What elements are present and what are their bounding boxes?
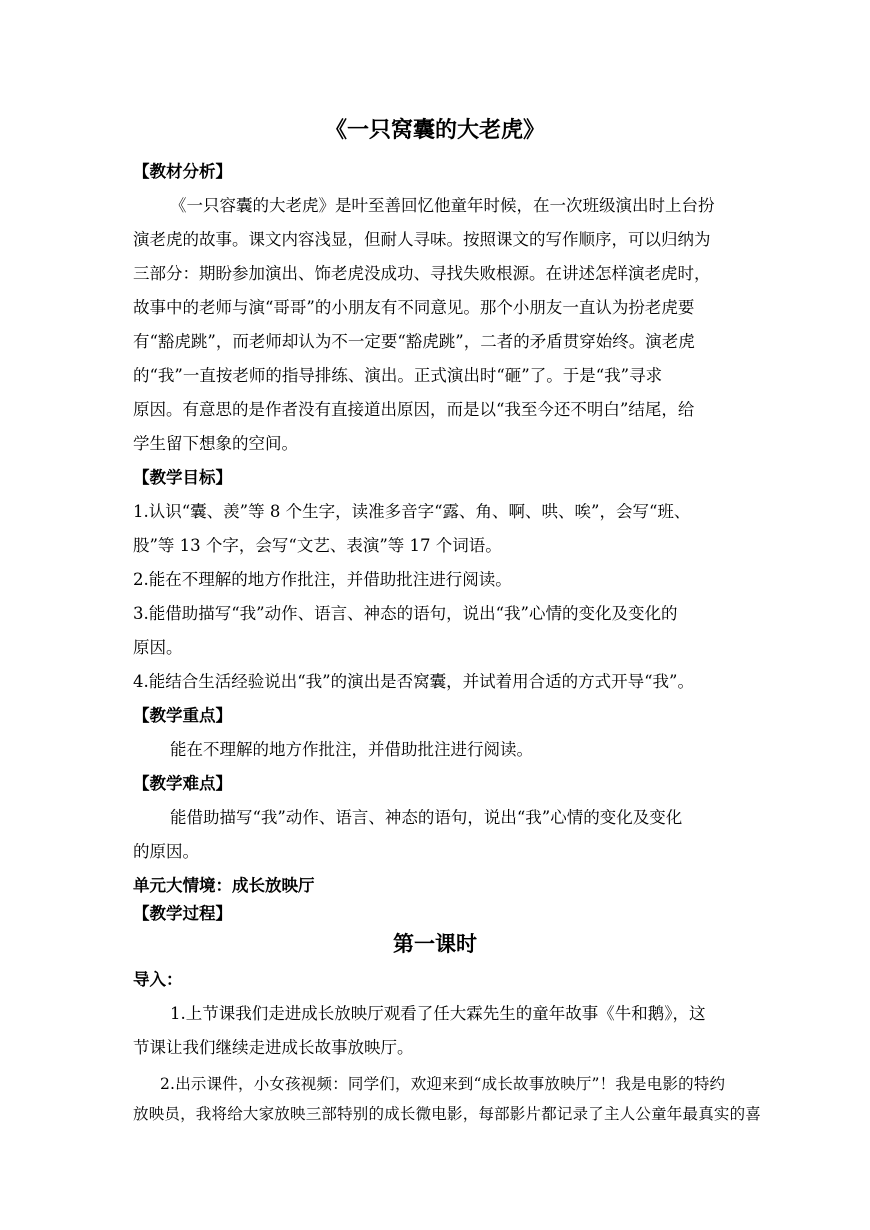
intro-line: 节课让我们继续走进成长故事放映厅。 (133, 1038, 414, 1057)
intro-label: 导入： (133, 970, 183, 989)
goal-line: 4.能结合生活经验说出“我”的演出是否窝囊，并试着用合适的方式开导“我”。 (133, 672, 694, 691)
analysis-line: 三部分：期盼参加演出、饰老虎没成功、寻找失败根源。在讲述怎样演老虎时， (133, 264, 711, 283)
analysis-line: 《一只容囊的大老虎》是叶至善回忆他童年时候，在一次班级演出时上台扮 (170, 196, 715, 215)
intro-line: 1.上节课我们走进成长放映厅观看了任大霖先生的童年故事《牛和鹅》，这 (170, 1004, 706, 1023)
difficulty-line: 能借助描写“我”动作、语言、神态的语句，说出“我”心情的变化及变化 (170, 808, 683, 827)
document-title: 《一只窝囊的大老虎》 (324, 117, 545, 143)
section-heading-analysis: 【教材分析】 (133, 162, 232, 181)
section-heading-difficulties: 【教学难点】 (133, 774, 232, 793)
goal-line: 2.能在不理解的地方作批注，并借助批注进行阅读。 (133, 570, 512, 589)
goal-line: 1.认识“囊、羡”等 8 个生字，读准多音字“露、角、啊、哄、唉”，会写“班、 (133, 502, 691, 521)
goal-line: 3.能借助描写“我”动作、语言、神态的语句，说出“我”心情的变化及变化的 (133, 604, 678, 623)
analysis-line: 原因。有意思的是作者没有直接道出原因，而是以“我至今还不明白”结尾，给 (133, 400, 695, 419)
step2-line: 2.出示课件，小女孩视频：同学们，欢迎来到“成长故事放映厅”！我是电影的特约 (160, 1075, 726, 1093)
goal-line: 股”等 13 个字，会写“文艺、表演”等 17 个词语。 (133, 536, 502, 555)
analysis-line: 有“豁虎跳”，而老师却认为不一定要“豁虎跳”，二者的矛盾贯穿始终。演老虎 (133, 332, 695, 351)
analysis-line: 故事中的老师与演“哥哥”的小朋友有不同意见。那个小朋友一直认为扮老虎要 (133, 298, 695, 317)
analysis-line: 的“我”一直按老师的指导排练、演出。正式演出时“砸”了。于是“我”寻求 (133, 366, 663, 385)
unit-situation: 单元大情境：成长放映厅 (133, 876, 315, 895)
goal-line: 原因。 (133, 638, 183, 657)
lesson-heading: 第一课时 (393, 931, 477, 956)
difficulty-line: 的原因。 (133, 842, 199, 861)
analysis-line: 演老虎的故事。课文内容浅显，但耐人寻味。按照课文的写作顺序，可以归纳为 (133, 230, 711, 249)
section-heading-key-points: 【教学重点】 (133, 706, 232, 725)
section-heading-process: 【教学过程】 (133, 904, 232, 923)
section-heading-goals: 【教学目标】 (133, 468, 232, 487)
step2-line: 放映员，我将给大家放映三部特别的成长微电影，每部影片都记录了主人公童年最真实的喜 (133, 1105, 762, 1123)
analysis-line: 学生留下想象的空间。 (133, 434, 298, 453)
key-points-text: 能在不理解的地方作批注，并借助批注进行阅读。 (170, 740, 533, 759)
